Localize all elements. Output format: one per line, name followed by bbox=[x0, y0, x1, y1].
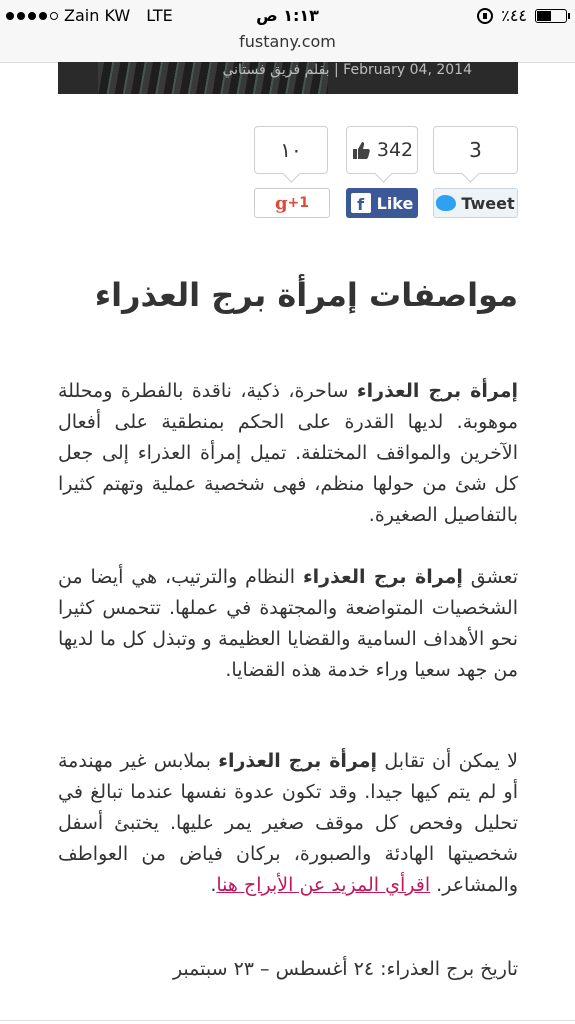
p2-bold-phrase: إمراة برج العذراء bbox=[302, 566, 463, 588]
p3-pre: لا يمكن أن تقابل bbox=[377, 750, 518, 772]
status-right bbox=[477, 6, 567, 25]
gplus-count: ١٠ bbox=[280, 138, 302, 162]
p2-text: النظام والترتيب، هي أيضا من الشخصيات المتواضعة والمجتهدة في عملها. تتحمس كثيرا نحو الأهداف السامية والقضايا العظيمة و وتبذل كل ما لديها من جهد سعيا وراء خدمة هذه القضايا. bbox=[58, 566, 518, 681]
tweet-button[interactable] bbox=[433, 188, 518, 218]
twitter-bird-icon bbox=[436, 195, 456, 211]
fb-like-count: 342 bbox=[376, 139, 414, 161]
p2-pre: تعشق bbox=[462, 566, 518, 588]
p1-bold-phrase: إمرأة برج العذراء bbox=[356, 380, 518, 402]
virgo-date-range: تاريخ برج العذراء: ٢٤ أغسطس – ٢٣ سبتمبر bbox=[172, 958, 518, 980]
battery-icon bbox=[535, 9, 567, 23]
facebook-icon: f bbox=[351, 193, 371, 213]
bottom-divider bbox=[0, 1020, 575, 1021]
article-byline: بقلم فريق فستاني | February 04, 2014 bbox=[222, 62, 472, 78]
article-paragraph-3 bbox=[58, 746, 518, 901]
article-title: مواصفات إمرأة برج العذراء bbox=[94, 276, 518, 314]
gplus-count-bubble bbox=[254, 126, 328, 174]
tweet-count: 3 bbox=[469, 138, 482, 162]
p3-text: بملابس غير مهندمة أو لم يتم كيها جيدا. وقد تكون عدوة نفسها عندما تبالغ في تحليل وفحص كل موقف صغير يمر عليها. يختبئ أسفل شخصيتها الهادئة والصبورة، بركان فياض من العواطف والمشاعر. bbox=[58, 750, 518, 896]
article-header-image bbox=[58, 62, 518, 94]
article-paragraph-1 bbox=[58, 376, 518, 531]
p3-bold-phrase: إمرأة برج العذراء bbox=[218, 750, 378, 772]
read-more-horoscopes-link[interactable]: اقرأي المزيد عن الأبراج هنا bbox=[216, 874, 431, 896]
gplus-button[interactable] bbox=[254, 188, 330, 218]
tweet-label: Tweet bbox=[461, 193, 515, 213]
carrier-name: Zain KW bbox=[64, 6, 131, 25]
clock: ١:١٣ ص bbox=[256, 6, 319, 25]
address-bar-url[interactable]: fustany.com bbox=[239, 32, 336, 51]
gplus-button-label: +1 bbox=[287, 195, 310, 211]
gplus-g-icon: g bbox=[274, 192, 288, 214]
p1-text: ساحرة، ذكية، ناقدة بالفطرة ومحللة موهوبة. لديها القدرة على الحكم بمنطقية على أفعال الآخرين والمواقف المختلفة. تميل إمرأة العذراء إلى جعل كل شئ من حولها منظم، فهى شخصية عملية وتهتم كثيرا بالتفاصيل الصغيرة. bbox=[58, 380, 518, 526]
article-paragraph-2 bbox=[58, 562, 518, 686]
battery-percent: ٪٤٤ bbox=[501, 6, 527, 25]
status-bar bbox=[0, 0, 575, 34]
fb-count-bubble bbox=[346, 126, 418, 174]
tweet-count-bubble bbox=[433, 126, 518, 174]
orientation-lock-icon bbox=[477, 8, 493, 24]
p3-end: . bbox=[210, 874, 217, 896]
facebook-like-button[interactable] bbox=[346, 188, 418, 218]
network-type: LTE bbox=[146, 6, 173, 25]
fb-like-label: Like bbox=[376, 193, 414, 213]
thumbs-up-icon bbox=[351, 140, 371, 160]
